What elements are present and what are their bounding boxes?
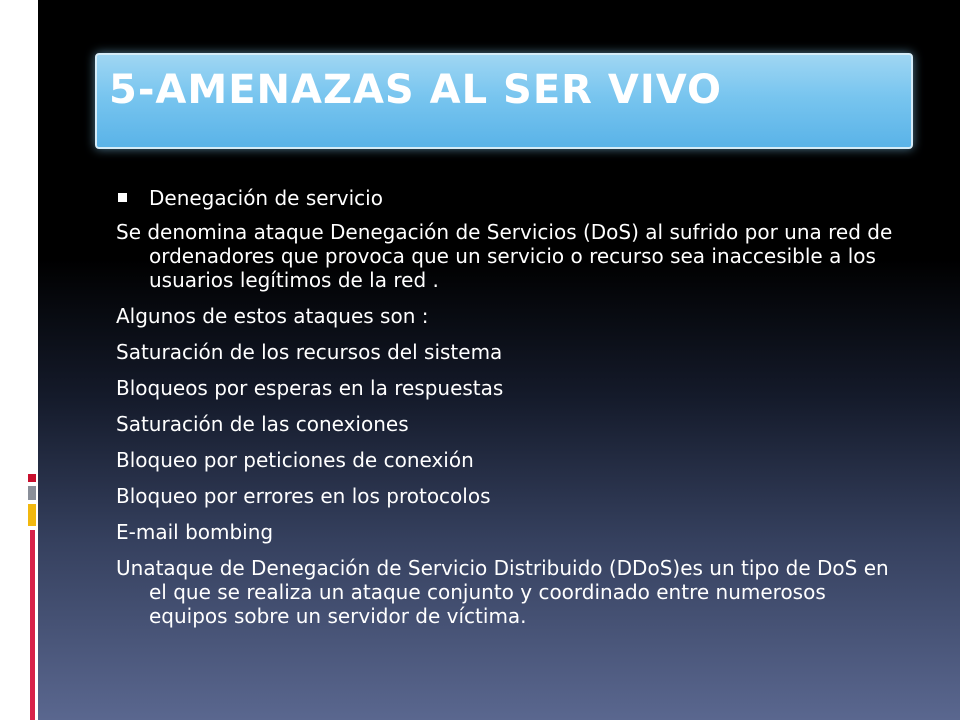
attack-item: Bloqueos por esperas en la respuestas xyxy=(116,376,504,400)
paragraph-dos-definition: Se denomina ataque Denegación de Servicios (DoS) al sufrido por una red de ordenadores que provoca que un servicio o recurso sea inaccesible a los usuarios legítimos de la red . xyxy=(116,220,893,292)
attack-item: Bloqueo por peticiones de conexión xyxy=(116,448,474,472)
attacks-intro: Algunos de estos ataques son : xyxy=(116,304,429,328)
accent-bar-red xyxy=(28,474,36,482)
slide-title: 5-AMENAZAS AL SER VIVO xyxy=(109,67,722,113)
title-box xyxy=(95,53,913,149)
accent-bar-yellow xyxy=(28,504,36,526)
attack-item: Saturación de las conexiones xyxy=(116,412,409,436)
paragraph-ddos-definition: Unataque de Denegación de Servicio Distribuido (DDoS)es un tipo de DoS en el que se realiza un ataque conjunto y coordinado entre numerosos equipos sobre un servidor de víctima. xyxy=(116,556,889,628)
accent-bar-red-long xyxy=(30,530,35,720)
accent-bar-gray xyxy=(28,486,36,500)
square-bullet-icon xyxy=(118,193,127,202)
attack-item: Bloqueo por errores en los protocolos xyxy=(116,484,491,508)
bullet-item xyxy=(116,186,906,210)
bullet-text: Denegación de servicio xyxy=(149,186,383,210)
slide-body xyxy=(116,186,906,640)
attack-item: Saturación de los recursos del sistema xyxy=(116,340,503,364)
attack-item: E-mail bombing xyxy=(116,520,274,544)
